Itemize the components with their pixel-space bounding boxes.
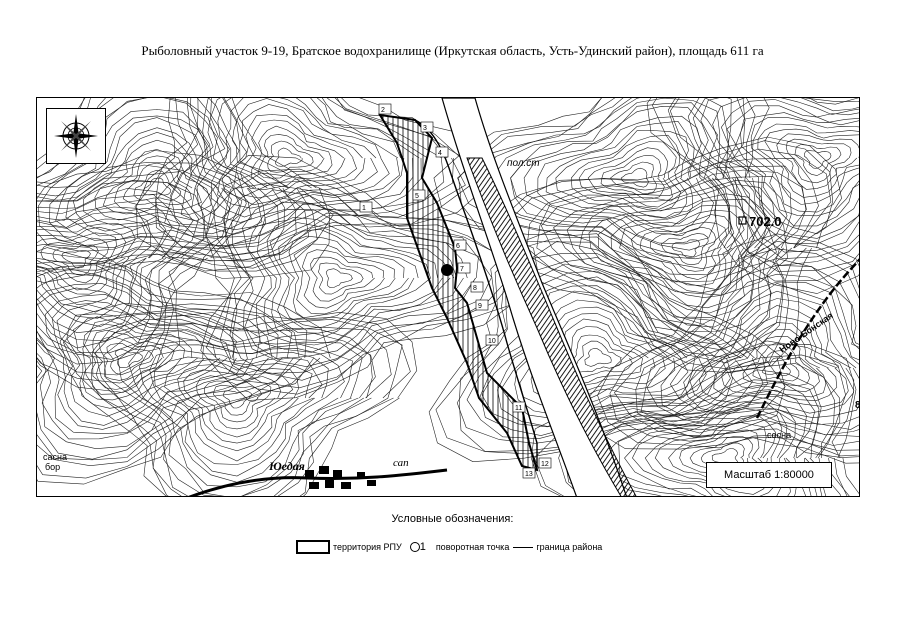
contour-line (318, 263, 363, 294)
legend-heading: Условные обозначения: (391, 513, 514, 525)
station-label: пол.ст (507, 158, 540, 169)
contour-line (184, 370, 293, 437)
contour-line (37, 265, 293, 460)
contour-line (37, 207, 166, 327)
compass-rose (46, 108, 106, 164)
turning-point-label: 1 (362, 205, 366, 212)
territory-swatch (296, 540, 330, 554)
contour-line (63, 310, 410, 497)
turning-point-marker (441, 264, 453, 276)
settlement-label: Юедая (269, 459, 305, 473)
contour-line (661, 233, 708, 264)
map-canvas (37, 98, 860, 497)
sasha-label: сасна (43, 452, 67, 462)
contour-line (139, 345, 344, 476)
contour-line (165, 360, 313, 451)
turning-point-number: 1 (419, 541, 426, 553)
contour-line (241, 120, 346, 190)
contour-line (571, 135, 687, 218)
turning-point-label: 9 (478, 303, 482, 310)
turning-point-label: 4 (438, 150, 442, 157)
contour-line (636, 265, 860, 445)
district-border-symbol (513, 547, 533, 548)
contour-line (218, 99, 378, 209)
contour-line (640, 222, 726, 280)
contour-line (577, 341, 622, 372)
contour-line (95, 140, 218, 221)
turning-point-label: 5 (415, 193, 419, 200)
contour-line (621, 168, 648, 187)
edge-label: 8 (855, 400, 861, 411)
turning-point-label: 3 (423, 125, 427, 132)
legend-territory-label: территория РПУ (333, 542, 402, 552)
turning-point-label: 10 (488, 338, 496, 345)
sap-label: сап (393, 457, 409, 469)
contour-line (129, 340, 353, 482)
legend (296, 538, 602, 556)
turning-point-label: 6 (456, 243, 460, 250)
bor-label: бор (45, 462, 61, 472)
contour-line (585, 349, 612, 367)
turning-point-symbol (410, 542, 420, 552)
contour-line (795, 145, 841, 176)
contour-line (37, 248, 314, 479)
turning-point-label: 11 (515, 405, 523, 412)
topographic-map (36, 97, 860, 497)
contour-line (326, 269, 353, 288)
contour-line (727, 106, 860, 226)
scale-box: Масштаб 1:80000 (706, 462, 832, 488)
district-name-label: Ново-Бонская (777, 310, 835, 355)
compass-icon (47, 109, 105, 163)
contour-line (741, 113, 861, 216)
turning-point-label: 2 (381, 107, 385, 114)
contour-line (279, 229, 419, 328)
contour-line (684, 299, 860, 418)
contour-line (93, 330, 175, 389)
right-bank-strip (467, 158, 637, 497)
contour-line (60, 303, 417, 497)
sosna-label: сосна (767, 430, 792, 440)
turning-point-label: 12 (541, 461, 549, 468)
legend-turning-point-label: поворотная точка (435, 542, 510, 552)
map-title: Рыболовный участок 9-19, Братское водохранилище (Иркутская область, Усть-Удинский район), площадь 611 га (141, 43, 764, 58)
turning-point-label: 13 (525, 471, 533, 478)
legend-district-border-label: граница района (536, 542, 603, 552)
contour-line (436, 237, 785, 454)
turning-point-label: 7 (460, 266, 464, 273)
contour-line (93, 319, 392, 497)
turning-point-label: 8 (473, 285, 477, 292)
contour-line (222, 105, 365, 205)
elevation-label: 702.0 (749, 214, 782, 229)
contour-line (751, 117, 860, 212)
